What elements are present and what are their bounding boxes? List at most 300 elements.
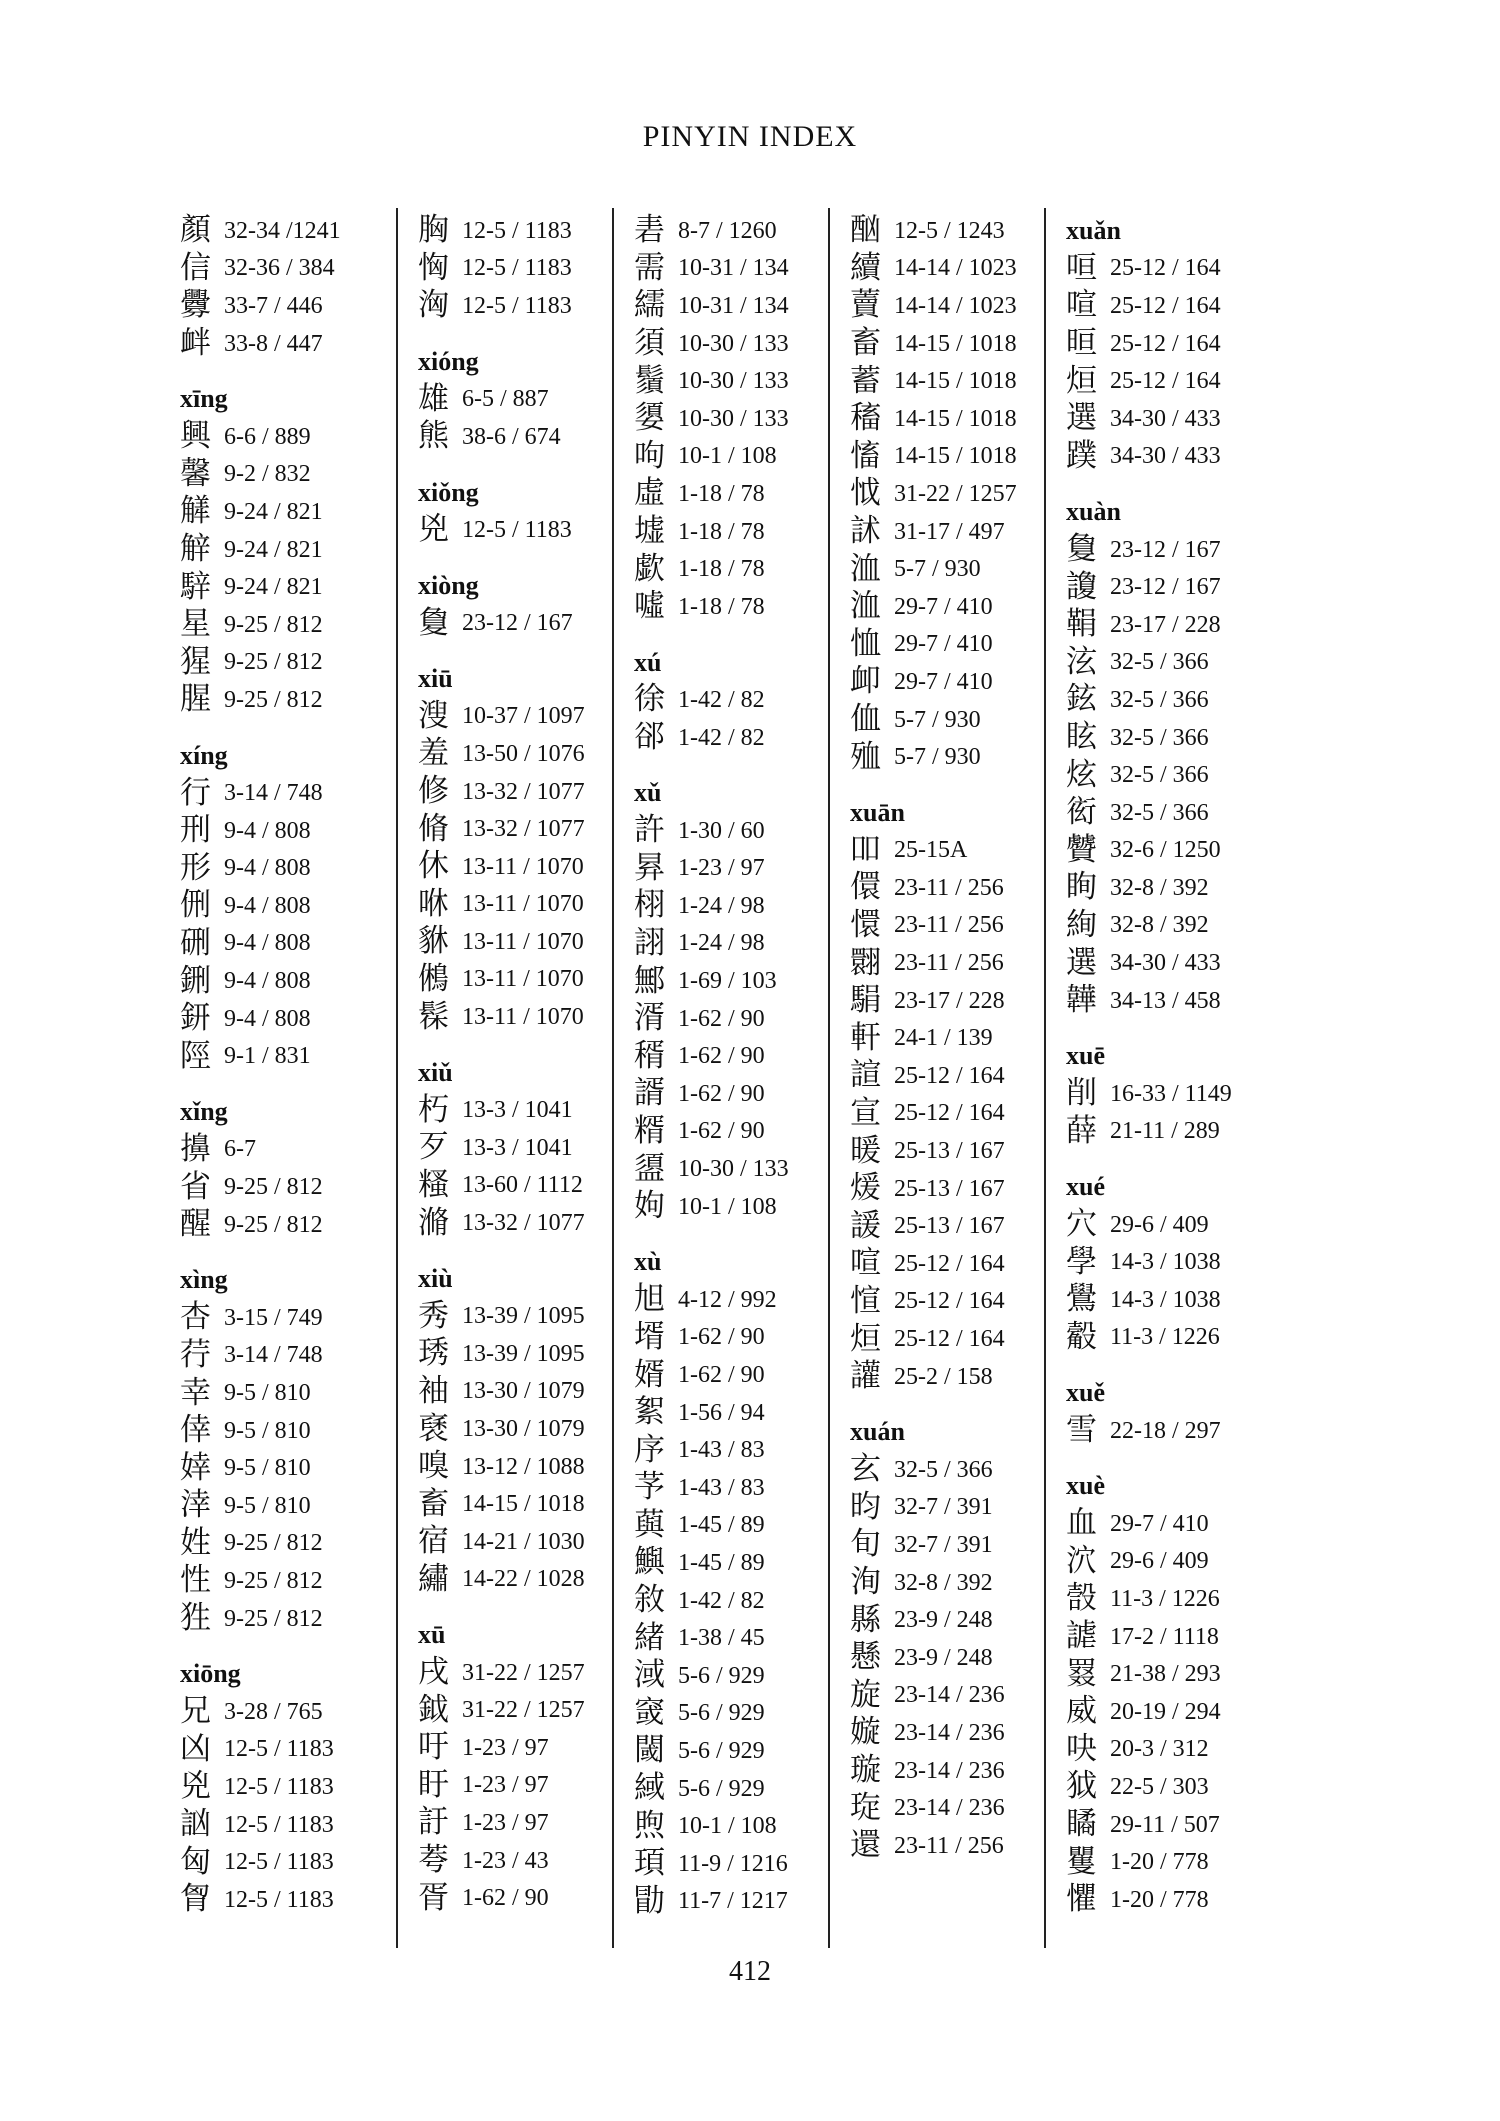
- entry-reference: 25-12 / 164: [894, 1288, 1005, 1315]
- entry-character: 杏: [180, 1299, 211, 1336]
- entry-character: 頊: [634, 1845, 665, 1882]
- pinyin-heading: xuán: [850, 1417, 905, 1447]
- index-entry: [634, 962, 824, 1000]
- entry-reference: 1-62 / 90: [678, 1118, 765, 1145]
- entry-character: 幸: [180, 1374, 211, 1411]
- entry-character: 荇: [180, 1336, 211, 1373]
- entry-character: 髹: [418, 998, 449, 1035]
- index-entry: [634, 719, 824, 757]
- entry-reference: 25-12 / 164: [894, 1062, 1005, 1089]
- entry-character: 諠: [850, 1057, 881, 1094]
- index-entry: [418, 604, 608, 642]
- entry-reference: 16-33 / 1149: [1110, 1080, 1232, 1107]
- entry-character: 敻: [418, 604, 449, 641]
- index-entry: [418, 1729, 608, 1767]
- entry-character: 衒: [1066, 794, 1097, 831]
- index-entry: [418, 961, 608, 999]
- index-entry: [418, 1297, 608, 1335]
- entry-character: 徐: [634, 681, 665, 718]
- index-entry: [418, 1654, 608, 1692]
- index-entry: [1066, 606, 1296, 644]
- entry-character: 烜: [1066, 362, 1097, 399]
- entry-reference: 23-11 / 256: [894, 874, 1004, 901]
- entry-character: 讂: [1066, 568, 1097, 605]
- entry-reference: 23-14 / 236: [894, 1719, 1005, 1746]
- entry-character: 婿: [634, 1356, 665, 1393]
- entry-reference: 17-2 / 1118: [1110, 1623, 1219, 1650]
- entry-character: 薛: [1066, 1112, 1097, 1149]
- entry-character: 敘: [634, 1582, 665, 1619]
- entry-character: 腥: [180, 681, 211, 718]
- entry-character: 狘: [1066, 1768, 1097, 1805]
- index-entry: [634, 1319, 824, 1357]
- page-title: PINYIN INDEX: [642, 120, 858, 153]
- index-entry: [1066, 1243, 1296, 1281]
- entry-reference: 13-3 / 1041: [462, 1134, 573, 1161]
- entry-character: 殈: [850, 738, 881, 775]
- pinyin-heading: xū: [418, 1620, 446, 1650]
- index-entry: [1066, 644, 1296, 682]
- entry-character: 行: [180, 774, 211, 811]
- index-entry: [850, 1132, 1040, 1170]
- entry-reference: 9-1 / 831: [224, 1043, 311, 1070]
- entry-character: 絮: [634, 1394, 665, 1431]
- index-entry: [850, 1714, 1040, 1752]
- entry-character: 鷽: [1066, 1281, 1097, 1318]
- entry-reference: 9-25 / 812: [224, 1567, 323, 1594]
- entry-reference: 1-42 / 82: [678, 724, 765, 751]
- index-entry: [180, 1768, 390, 1806]
- entry-character: 懼: [1066, 1881, 1097, 1918]
- entry-character: 咺: [1066, 249, 1097, 286]
- entry-reference: 34-30 / 433: [1110, 950, 1221, 977]
- entry-character: 鞙: [1066, 606, 1097, 643]
- entry-reference: 9-2 / 832: [224, 461, 311, 488]
- entry-reference: 13-32 / 1077: [462, 816, 585, 843]
- entry-character: 吁: [418, 1729, 449, 1766]
- entry-character: 洵: [850, 1564, 881, 1601]
- index-entry: [418, 1485, 608, 1523]
- entry-reference: 13-11 / 1070: [462, 1004, 584, 1031]
- entry-character: 訩: [180, 1806, 211, 1843]
- index-entry: [634, 1188, 824, 1226]
- entry-character: 學: [1066, 1243, 1097, 1280]
- index-entry: [180, 1299, 390, 1337]
- index-entry: [180, 568, 390, 606]
- index-entry: [418, 380, 608, 418]
- entry-reference: 1-45 / 89: [678, 1549, 765, 1576]
- index-column: [396, 208, 608, 1948]
- entry-reference: 1-23 / 97: [462, 1809, 549, 1836]
- entry-reference: 31-22 / 1257: [462, 1659, 585, 1686]
- index-entry: [1066, 1693, 1296, 1731]
- entry-reference: 32-5 / 366: [1110, 762, 1209, 789]
- entry-reference: 32-5 / 366: [1110, 649, 1209, 676]
- index-entry: [180, 606, 390, 644]
- index-entry: [180, 1337, 390, 1375]
- index-entry: [634, 1695, 824, 1733]
- entry-reference: 32-8 / 392: [1110, 874, 1209, 901]
- index-entry: [418, 1448, 608, 1486]
- index-entry: [634, 1150, 824, 1188]
- entry-character: 羞: [418, 735, 449, 772]
- entry-character: 卹: [850, 663, 881, 700]
- pinyin-heading: xuàn: [1066, 497, 1121, 527]
- index-entry: [634, 1619, 824, 1657]
- index-entry: [850, 1095, 1040, 1133]
- entry-character: 醒: [180, 1206, 211, 1243]
- entry-character: 鵂: [418, 960, 449, 997]
- entry-reference: 32-7 / 391: [894, 1531, 993, 1558]
- entry-character: 涬: [180, 1487, 211, 1524]
- entry-reference: 9-25 / 812: [224, 1530, 323, 1557]
- entry-character: 興: [180, 418, 211, 455]
- index-entry: [634, 1657, 824, 1695]
- entry-reference: 25-12 / 164: [894, 1326, 1005, 1353]
- index-entry: [1066, 531, 1296, 569]
- entry-reference: 29-11 / 507: [1110, 1811, 1220, 1838]
- pinyin-heading: xiǒng: [418, 477, 479, 507]
- pinyin-heading: xíng: [180, 740, 228, 770]
- entry-reference: 1-30 / 60: [678, 817, 765, 844]
- entry-reference: 10-37 / 1097: [462, 703, 585, 730]
- index-entry: [634, 1582, 824, 1620]
- entry-character: 敻: [1066, 531, 1097, 568]
- index-entry: [634, 1507, 824, 1545]
- entry-reference: 24-1 / 139: [894, 1025, 993, 1052]
- entry-reference: 31-17 / 497: [894, 518, 1005, 545]
- entry-reference: 33-7 / 446: [224, 292, 323, 319]
- index-entry: [1066, 869, 1296, 907]
- index-entry: [418, 1804, 608, 1842]
- entry-reference: 9-4 / 808: [224, 817, 311, 844]
- entry-character: 修: [418, 773, 449, 810]
- entry-character: 煦: [634, 1807, 665, 1844]
- entry-character: 絢: [1066, 906, 1097, 943]
- index-entry: [850, 869, 1040, 907]
- index-entry: [180, 1131, 390, 1169]
- index-entry: [418, 886, 608, 924]
- entry-reference: 25-13 / 167: [894, 1175, 1005, 1202]
- pinyin-heading: xióng: [418, 346, 479, 376]
- index-entry: [1066, 287, 1296, 325]
- index-entry: [180, 681, 390, 719]
- entry-character: 呴: [634, 437, 665, 474]
- entry-character: 胥: [418, 1879, 449, 1916]
- index-entry: [634, 850, 824, 888]
- index-entry: [850, 738, 1040, 776]
- entry-character: 秀: [418, 1297, 449, 1334]
- index-entry: [634, 925, 824, 963]
- entry-character: 繡: [418, 1560, 449, 1597]
- entry-reference: 23-12 / 167: [1110, 536, 1221, 563]
- entry-character: 勖: [634, 1882, 665, 1919]
- entry-reference: 32-8 / 392: [894, 1569, 993, 1596]
- entry-character: 胸: [418, 212, 449, 249]
- entry-character: 硎: [180, 924, 211, 961]
- entry-reference: 23-14 / 236: [894, 1682, 1005, 1709]
- index-entry: [418, 1373, 608, 1411]
- entry-reference: 1-62 / 90: [678, 1362, 765, 1389]
- index-entry: [180, 925, 390, 963]
- entry-character: 荂: [418, 1842, 449, 1879]
- entry-reference: 20-19 / 294: [1110, 1698, 1221, 1725]
- index-entry: [634, 1431, 824, 1469]
- entry-reference: 13-12 / 1088: [462, 1453, 585, 1480]
- entry-reference: 6-7: [224, 1136, 256, 1163]
- index-entry: [850, 1170, 1040, 1208]
- entry-reference: 9-25 / 812: [224, 686, 323, 713]
- entry-character: 矍: [1066, 1843, 1097, 1880]
- entry-reference: 25-12 / 164: [894, 1250, 1005, 1277]
- index-entry: [180, 456, 390, 494]
- index-entry: [850, 626, 1040, 664]
- entry-character: 威: [1066, 1693, 1097, 1730]
- index-entry: [1066, 1281, 1296, 1319]
- entry-reference: 25-12 / 164: [1110, 368, 1221, 395]
- index-entry: [1066, 944, 1296, 982]
- pinyin-heading: xiū: [418, 663, 453, 693]
- entry-character: 琁: [850, 1789, 881, 1826]
- entry-reference: 32-34 /1241: [224, 217, 341, 244]
- entry-reference: 1-62 / 90: [678, 1005, 765, 1032]
- entry-reference: 12-5 / 1183: [462, 516, 572, 543]
- entry-reference: 14-3 / 1038: [1110, 1286, 1221, 1313]
- entry-reference: 1-23 / 43: [462, 1847, 549, 1874]
- index-entry: [850, 1451, 1040, 1489]
- index-entry: [418, 848, 608, 886]
- index-column: [612, 208, 824, 1948]
- entry-reference: 32-8 / 392: [1110, 912, 1209, 939]
- index-entry: [180, 1487, 390, 1525]
- entry-character: 眩: [1066, 719, 1097, 756]
- index-entry: [1066, 400, 1296, 438]
- entry-reference: 34-30 / 433: [1110, 443, 1221, 470]
- index-entry: [1066, 794, 1296, 832]
- entry-reference: 23-14 / 236: [894, 1795, 1005, 1822]
- index-entry: [418, 1335, 608, 1373]
- entry-reference: 12-5 / 1183: [462, 292, 572, 319]
- index-entry: [850, 212, 1040, 250]
- entry-reference: 8-7 / 1260: [678, 217, 777, 244]
- index-entry: [634, 513, 824, 551]
- entry-character: 猩: [180, 643, 211, 680]
- entry-character: 馨: [180, 455, 211, 492]
- entry-reference: 25-13 / 167: [894, 1213, 1005, 1240]
- entry-reference: 1-45 / 89: [678, 1512, 765, 1539]
- pinyin-heading: xú: [634, 647, 662, 677]
- index-entry: [850, 287, 1040, 325]
- pinyin-heading: xìng: [180, 1265, 228, 1295]
- entry-reference: 9-25 / 812: [224, 1211, 323, 1238]
- index-entry: [1066, 982, 1296, 1020]
- entry-character: 刑: [180, 812, 211, 849]
- entry-reference: 9-5 / 810: [224, 1380, 311, 1407]
- entry-character: 嗀: [1066, 1580, 1097, 1617]
- entry-character: 信: [180, 249, 211, 286]
- entry-character: 擤: [180, 1130, 211, 1167]
- entry-reference: 12-5 / 1183: [224, 1736, 334, 1763]
- index-entry: [850, 1677, 1040, 1715]
- index-entry: [634, 1000, 824, 1038]
- entry-character: 歹: [418, 1129, 449, 1166]
- entry-reference: 13-39 / 1095: [462, 1340, 585, 1367]
- entry-character: 昪: [634, 849, 665, 886]
- entry-character: 詡: [634, 924, 665, 961]
- entry-reference: 14-22 / 1028: [462, 1566, 585, 1593]
- entry-character: 緎: [634, 1770, 665, 1807]
- pinyin-heading: xuǎn: [1066, 216, 1121, 245]
- entry-character: 褎: [418, 1410, 449, 1447]
- entry-character: 繻: [634, 287, 665, 324]
- entry-reference: 25-2 / 158: [894, 1363, 993, 1390]
- index-entry: [850, 663, 1040, 701]
- entry-character: 壻: [634, 1318, 665, 1355]
- entry-character: 雄: [418, 380, 449, 417]
- entry-reference: 31-22 / 1257: [462, 1697, 585, 1724]
- index-entry: [180, 287, 390, 325]
- entry-character: 盨: [634, 1150, 665, 1187]
- index-entry: [1066, 438, 1296, 476]
- entry-character: 婞: [180, 1449, 211, 1486]
- entry-reference: 29-7 / 410: [894, 593, 993, 620]
- index-entry: [418, 735, 608, 773]
- entry-reference: 10-31 / 134: [678, 292, 789, 319]
- index-entry: [634, 287, 824, 325]
- index-entry: [180, 1206, 390, 1244]
- entry-character: 凶: [180, 1730, 211, 1767]
- index-entry: [1066, 1768, 1296, 1806]
- entry-reference: 11-7 / 1217: [678, 1888, 788, 1915]
- index-entry: [1066, 1543, 1296, 1581]
- index-entry: [634, 550, 824, 588]
- entry-reference: 9-4 / 808: [224, 892, 311, 919]
- index-entry: [418, 923, 608, 961]
- entry-character: 侀: [180, 887, 211, 924]
- index-entry: [418, 998, 608, 1036]
- index-entry: [418, 810, 608, 848]
- entry-reference: 12-5 / 1183: [224, 1849, 334, 1876]
- entry-character: 愃: [850, 1282, 881, 1319]
- entry-reference: 13-32 / 1077: [462, 1210, 585, 1237]
- entry-character: 諝: [634, 1075, 665, 1112]
- entry-character: 許: [634, 812, 665, 849]
- entry-character: 形: [180, 849, 211, 886]
- index-entry: [418, 1129, 608, 1167]
- index-entry: [180, 212, 390, 250]
- entry-character: 宣: [850, 1094, 881, 1131]
- index-entry: [180, 850, 390, 888]
- entry-reference: 10-1 / 108: [678, 1193, 777, 1220]
- index-entry: [634, 212, 824, 250]
- entry-reference: 1-62 / 90: [678, 1080, 765, 1107]
- index-entry: [1066, 1412, 1296, 1450]
- entry-reference: 9-25 / 812: [224, 611, 323, 638]
- pinyin-heading: xuān: [850, 797, 905, 827]
- pinyin-heading: xuě: [1066, 1378, 1105, 1408]
- entry-reference: 32-36 / 384: [224, 255, 335, 282]
- index-entry: [180, 1449, 390, 1487]
- entry-character: 顏: [180, 212, 211, 249]
- entry-character: 星: [180, 606, 211, 643]
- pinyin-heading: xīng: [180, 384, 228, 414]
- entry-character: 藇: [634, 1506, 665, 1543]
- entry-reference: 23-12 / 167: [1110, 574, 1221, 601]
- entry-character: 畜: [418, 1485, 449, 1522]
- index-entry: [1066, 1655, 1296, 1693]
- entry-character: 縣: [850, 1601, 881, 1638]
- entry-character: 鬚: [634, 362, 665, 399]
- entry-reference: 32-5 / 366: [1110, 686, 1209, 713]
- entry-character: 序: [634, 1431, 665, 1468]
- index-entry: [850, 1564, 1040, 1602]
- page-number: 412: [729, 1956, 771, 1987]
- entry-reference: 21-38 / 293: [1110, 1661, 1221, 1688]
- index-entry: [634, 1845, 824, 1883]
- entry-character: 觲: [180, 493, 211, 530]
- entry-reference: 5-7 / 930: [894, 706, 981, 733]
- pinyin-heading: xù: [634, 1247, 662, 1277]
- entry-character: 穴: [1066, 1206, 1097, 1243]
- index-entry: [1066, 1075, 1296, 1113]
- entry-character: 鱮: [634, 1544, 665, 1581]
- pinyin-heading: xǐng: [180, 1097, 228, 1127]
- entry-character: 旬: [850, 1526, 881, 1563]
- entry-character: 翾: [850, 944, 881, 981]
- entry-character: 咻: [418, 885, 449, 922]
- index-entry: [180, 812, 390, 850]
- index-entry: [418, 698, 608, 736]
- index-entry: [1066, 1319, 1296, 1357]
- index-entry: [850, 1019, 1040, 1057]
- index-entry: [634, 1883, 824, 1921]
- entry-reference: 23-12 / 167: [462, 610, 573, 637]
- entry-reference: 1-18 / 78: [678, 480, 765, 507]
- entry-character: 選: [1066, 944, 1097, 981]
- entry-character: 觪: [180, 531, 211, 568]
- entry-reference: 11-3 / 1226: [1110, 1324, 1220, 1351]
- index-entry: [180, 418, 390, 456]
- entry-reference: 13-32 / 1077: [462, 778, 585, 805]
- index-entry: [850, 1752, 1040, 1790]
- entry-character: 烜: [850, 1320, 881, 1357]
- entry-reference: 34-13 / 458: [1110, 987, 1221, 1014]
- index-entry: [180, 1600, 390, 1638]
- entry-reference: 3-14 / 748: [224, 1342, 323, 1369]
- entry-character: 削: [1066, 1075, 1097, 1112]
- index-entry: [850, 1320, 1040, 1358]
- entry-reference: 22-18 / 297: [1110, 1417, 1221, 1444]
- entry-reference: 9-24 / 821: [224, 536, 323, 563]
- index-entry: [634, 1469, 824, 1507]
- entry-character: 諼: [850, 1207, 881, 1244]
- entry-reference: 1-42 / 82: [678, 1587, 765, 1614]
- entry-reference: 20-3 / 312: [1110, 1736, 1209, 1763]
- entry-character: 瞲: [1066, 1806, 1097, 1843]
- entry-reference: 12-5 / 1243: [894, 217, 1005, 244]
- entry-character: 宿: [418, 1523, 449, 1560]
- entry-character: 墟: [634, 513, 665, 550]
- entry-reference: 9-25 / 812: [224, 1605, 323, 1632]
- index-entry: [1066, 719, 1296, 757]
- index-entry: [850, 1057, 1040, 1095]
- index-entry: [850, 438, 1040, 476]
- entry-character: 兇: [418, 511, 449, 548]
- entry-character: 侐: [850, 701, 881, 738]
- entry-reference: 12-5 / 1183: [224, 1773, 334, 1800]
- entry-character: 蓄: [850, 362, 881, 399]
- entry-character: 蹼: [1066, 437, 1097, 474]
